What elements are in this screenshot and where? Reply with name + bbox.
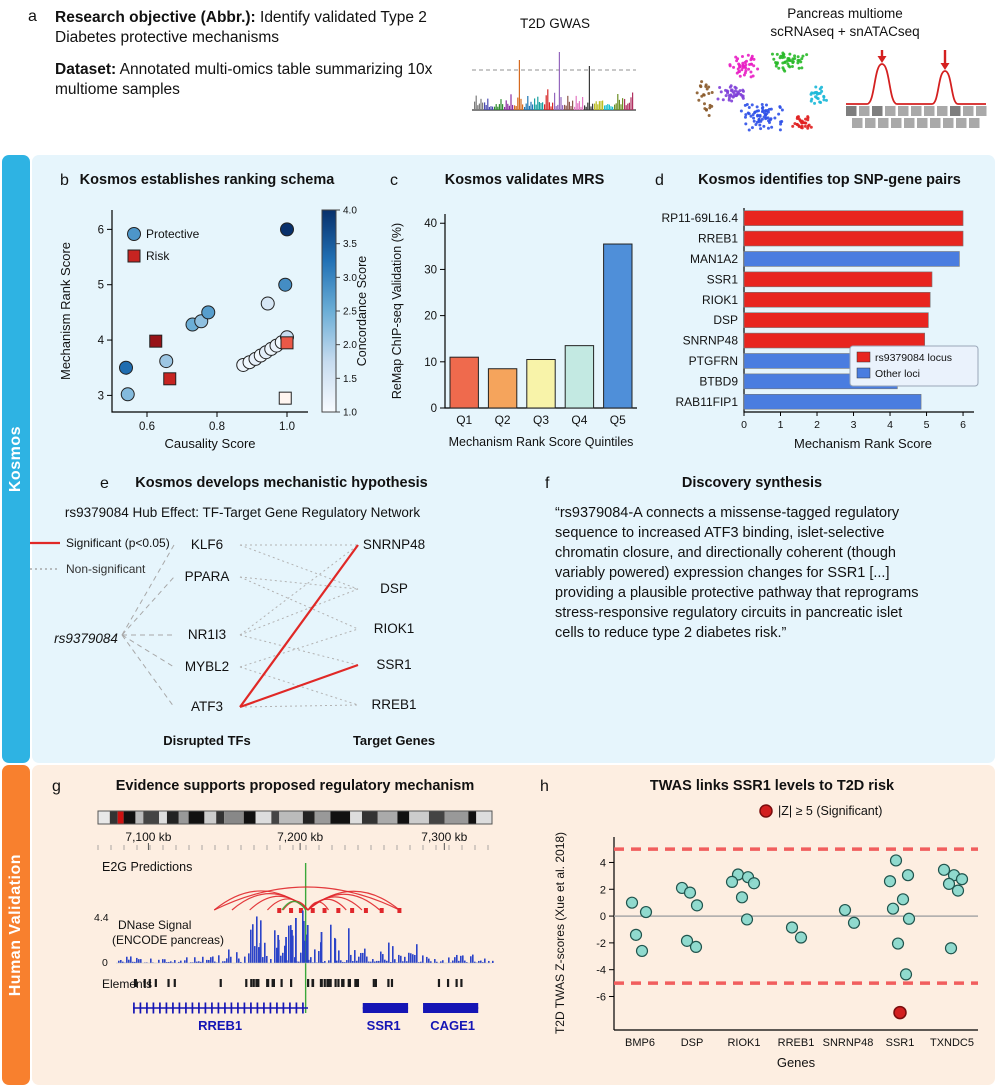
svg-text:RIOK1: RIOK1 <box>701 292 738 307</box>
svg-text:TXNDC5: TXNDC5 <box>929 1037 975 1049</box>
panel-letter-f: f <box>545 475 550 492</box>
svg-text:3: 3 <box>97 390 104 403</box>
svg-text:|Z| ≥ 5 (Significant): |Z| ≥ 5 (Significant) <box>778 804 883 818</box>
svg-text:2: 2 <box>814 419 820 431</box>
svg-text:MYBL2: MYBL2 <box>184 659 230 674</box>
svg-text:SSR1: SSR1 <box>376 657 412 672</box>
svg-text:0: 0 <box>102 957 108 969</box>
dataset-body: Annotated multi-omics table summarizing 10x multiome samples <box>55 60 433 99</box>
multiome-title-line1: Pancreas multiome <box>787 6 903 21</box>
svg-text:SSR1: SSR1 <box>366 1018 401 1033</box>
research-objective-block <box>55 8 453 101</box>
panel-b-chart <box>50 200 370 460</box>
svg-text:PPARA: PPARA <box>184 569 230 584</box>
svg-text:Disrupted TFs: Disrupted TFs <box>163 733 251 748</box>
svg-text:Q3: Q3 <box>532 413 550 427</box>
svg-text:7,200 kb: 7,200 kb <box>277 830 324 844</box>
panel-c-title: Kosmos validates MRS <box>444 172 605 188</box>
svg-text:10: 10 <box>424 356 437 369</box>
svg-text:20: 20 <box>424 310 437 323</box>
panel-f-text: “rs9379084-A connects a missense-tagged regulatory sequence to increased ATF3 binding, islet-selective chromatin closure, and directionally coherent (though variably powered) expression changes for SSR1 [...] providing a plausible protective pathway that reprograms stress-responsive regulatory circuits in pancreatic islet cells to reduce type 2 diabetes risk.” <box>555 505 919 641</box>
svg-text:RREB1: RREB1 <box>697 231 738 246</box>
objective-paragraph <box>55 8 453 49</box>
panel-letter-h: h <box>540 778 549 795</box>
svg-text:0.8: 0.8 <box>209 421 225 433</box>
svg-text:RREB1: RREB1 <box>198 1018 243 1033</box>
panel-letter-c: c <box>390 172 398 189</box>
svg-text:DSP: DSP <box>680 1037 704 1049</box>
human-band-label: Human Validation <box>7 853 24 997</box>
svg-text:SSR1: SSR1 <box>885 1037 915 1049</box>
svg-text:Other loci: Other loci <box>875 368 920 380</box>
svg-text:40: 40 <box>424 218 437 231</box>
snatacseq-peak-track <box>842 46 990 138</box>
svg-text:DNase Signal: DNase Signal <box>118 918 192 932</box>
svg-text:6: 6 <box>960 419 966 431</box>
svg-text:-4: -4 <box>596 964 606 977</box>
svg-text:RP11-69L16.4: RP11-69L16.4 <box>661 211 738 226</box>
manhattan-plot <box>468 36 642 122</box>
svg-text:NR1I3: NR1I3 <box>187 627 227 642</box>
panel-letter-e: e <box>100 475 109 492</box>
svg-text:5: 5 <box>97 279 104 292</box>
svg-text:0: 0 <box>430 403 437 415</box>
panel-e-subtitle: rs9379084 Hub Effect: TF-Target Gene Regulatory Network <box>64 505 421 520</box>
panel-d-chart <box>652 200 992 460</box>
svg-text:RREB1: RREB1 <box>371 697 417 712</box>
svg-text:Significant (p<0.05): Significant (p<0.05) <box>66 536 170 550</box>
panel-letter-a: a <box>28 8 37 25</box>
svg-text:Causality Score: Causality Score <box>164 436 256 451</box>
svg-text:Target Genes: Target Genes <box>352 733 436 748</box>
panel-e-title: Kosmos develops mechanistic hypothesis <box>135 475 428 491</box>
panel-c-chart <box>385 200 650 460</box>
panel-letter-g: g <box>52 778 61 795</box>
panel-letter-d: d <box>655 172 664 189</box>
svg-text:RIOK1: RIOK1 <box>373 621 415 636</box>
svg-text:Mechanism Rank Score: Mechanism Rank Score <box>794 436 932 451</box>
svg-text:ReMap ChIP-seq Validation (%): ReMap ChIP-seq Validation (%) <box>390 222 404 400</box>
svg-text:2: 2 <box>599 884 606 897</box>
svg-text:SNRNP48: SNRNP48 <box>822 1037 874 1049</box>
svg-text:MAN1A2: MAN1A2 <box>689 252 738 266</box>
svg-text:Mechanism Rank Score Quintiles: Mechanism Rank Score Quintiles <box>448 435 634 449</box>
svg-text:Mechanism Rank Score: Mechanism Rank Score <box>58 242 73 380</box>
svg-text:Elements: Elements <box>102 977 153 991</box>
svg-text:(ENCODE pancreas): (ENCODE pancreas) <box>112 933 225 947</box>
svg-text:3.5: 3.5 <box>343 239 357 251</box>
objective-label: Research objective (Abbr.): <box>55 9 256 26</box>
svg-text:4.4: 4.4 <box>94 912 109 924</box>
panel-e-network <box>22 531 462 756</box>
svg-text:Non-significant: Non-significant <box>66 562 146 576</box>
svg-text:5: 5 <box>923 419 930 431</box>
svg-text:0.6: 0.6 <box>139 421 155 433</box>
svg-text:RAB11FIP1: RAB11FIP1 <box>675 394 738 409</box>
svg-text:ATF3: ATF3 <box>190 699 224 714</box>
dataset-paragraph <box>55 60 453 101</box>
svg-text:1.0: 1.0 <box>279 421 295 433</box>
svg-text:1: 1 <box>777 419 784 431</box>
kosmos-band-label: Kosmos <box>7 425 24 493</box>
svg-text:4: 4 <box>887 419 893 431</box>
svg-text:Q1: Q1 <box>456 413 473 427</box>
human-section <box>2 765 995 1085</box>
svg-text:RREB1: RREB1 <box>777 1037 815 1049</box>
svg-text:30: 30 <box>424 264 437 277</box>
svg-text:Q2: Q2 <box>494 413 511 427</box>
svg-text:4: 4 <box>599 857 606 870</box>
svg-text:4.0: 4.0 <box>343 205 357 217</box>
svg-text:Genes: Genes <box>776 1055 816 1070</box>
gwas-title: T2D GWAS <box>519 16 590 31</box>
panel-d-title: Kosmos identifies top SNP-gene pairs <box>698 172 961 188</box>
svg-text:Risk: Risk <box>146 249 170 263</box>
panel-b-title: Kosmos establishes ranking schema <box>79 172 335 188</box>
svg-text:7,100 kb: 7,100 kb <box>125 830 172 844</box>
svg-text:CAGE1: CAGE1 <box>430 1018 475 1033</box>
kosmos-section <box>2 155 995 763</box>
human-band <box>2 765 30 1085</box>
svg-text:BTBD9: BTBD9 <box>699 374 738 389</box>
svg-text:2.0: 2.0 <box>343 340 357 352</box>
svg-text:Q5: Q5 <box>609 413 626 427</box>
svg-text:T2D TWAS Z-scores (Xue et al.: T2D TWAS Z-scores (Xue et al. 2018) <box>553 831 567 1035</box>
svg-text:0: 0 <box>599 911 606 924</box>
svg-text:1.0: 1.0 <box>343 407 357 419</box>
multiome-title-line2: scRNAseq + snATACseq <box>770 24 920 39</box>
panel-h-chart <box>550 795 988 1078</box>
panel-g-title: Evidence supports proposed regulatory mechanism <box>115 778 475 794</box>
svg-text:SNRNP48: SNRNP48 <box>682 333 738 348</box>
scrnaseq-cluster-plot <box>688 44 838 144</box>
svg-text:3.0: 3.0 <box>343 272 357 284</box>
svg-text:RIOK1: RIOK1 <box>727 1037 761 1049</box>
panel-f-title: Discovery synthesis <box>681 475 823 491</box>
svg-text:rs9379084 locus: rs9379084 locus <box>875 352 953 364</box>
svg-text:0: 0 <box>741 419 747 431</box>
svg-text:PTGFRN: PTGFRN <box>688 354 738 368</box>
panel-letter-b: b <box>60 172 69 189</box>
svg-text:Concordance Score: Concordance Score <box>355 255 369 367</box>
svg-text:1.5: 1.5 <box>343 373 357 385</box>
svg-text:3: 3 <box>850 419 857 431</box>
svg-text:Q4: Q4 <box>571 413 588 427</box>
svg-text:SSR1: SSR1 <box>706 272 738 287</box>
panel-h-title: TWAS links SSR1 levels to T2D risk <box>649 778 895 794</box>
svg-text:Protective: Protective <box>146 227 200 241</box>
svg-text:-2: -2 <box>596 937 606 950</box>
svg-text:DSP: DSP <box>713 313 738 328</box>
svg-text:SNRNP48: SNRNP48 <box>362 537 426 552</box>
svg-text:rs9379084: rs9379084 <box>54 631 118 646</box>
svg-text:2.5: 2.5 <box>343 306 357 318</box>
svg-text:7,300 kb: 7,300 kb <box>421 830 468 844</box>
svg-text:-6: -6 <box>596 991 606 1004</box>
svg-text:DSP: DSP <box>380 581 408 596</box>
svg-text:KLF6: KLF6 <box>190 537 224 552</box>
svg-text:BMP6: BMP6 <box>625 1037 655 1049</box>
objective-body: Identify validated Type 2 Diabetes protective mechanisms <box>55 9 427 47</box>
panel-g-genome-browser <box>60 805 510 1080</box>
svg-text:6: 6 <box>97 224 104 237</box>
svg-text:4: 4 <box>97 335 104 348</box>
dataset-label: Dataset: <box>55 60 117 78</box>
svg-text:E2G Predictions: E2G Predictions <box>102 860 193 874</box>
